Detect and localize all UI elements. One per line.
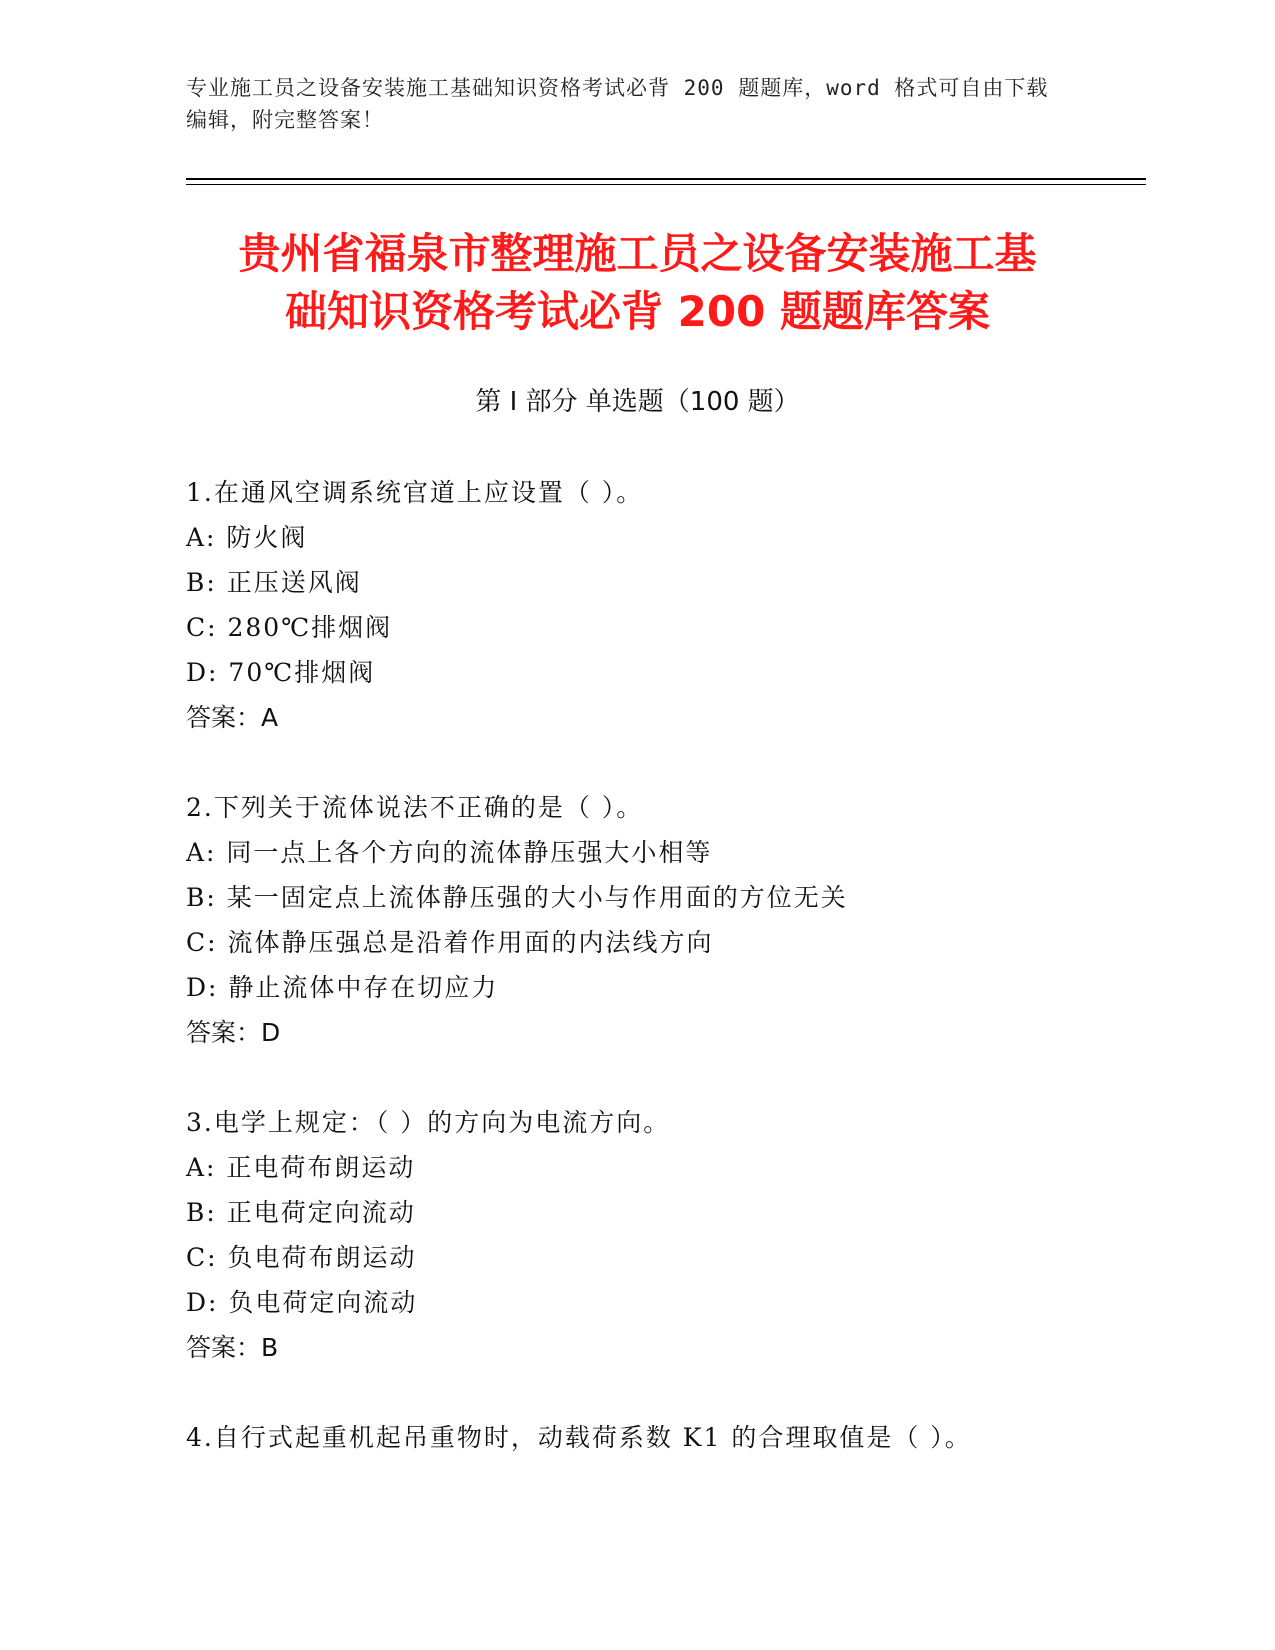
option-d: D: 负电荷定向流动 (186, 1288, 418, 1317)
question-stem: 1.在通风空调系统官道上应设置（ ）。 (186, 478, 644, 507)
option-a: A: 正电荷布朗运动 (186, 1153, 416, 1182)
option-d: D: 70℃排烟阀 (186, 658, 376, 687)
option-b: B: 某一固定点上流体静压强的大小与作用面的方位无关 (186, 883, 848, 912)
option-b: B: 正压送风阀 (186, 568, 362, 597)
question-stem: 3.电学上规定：（ ）的方向为电流方向。 (186, 1108, 671, 1137)
option-c: C: 流体静压强总是沿着作用面的内法线方向 (186, 928, 714, 957)
section-title: 第 I 部分 单选题（100 题） (475, 387, 800, 417)
option-c: C: 负电荷布朗运动 (186, 1243, 417, 1272)
question-3 (186, 1100, 1146, 1370)
question-2 (186, 785, 1146, 1055)
option-d: D: 静止流体中存在切应力 (186, 973, 499, 1002)
answer: 答案：D (186, 1018, 281, 1047)
header-divider-thin (186, 184, 1146, 185)
option-b: B: 正电荷定向流动 (186, 1198, 416, 1227)
question-stem: 4.自行式起重机起吊重物时，动载荷系数 K1 的合理取值是（ ）。 (186, 1423, 972, 1452)
question-list (186, 470, 1146, 1505)
answer: 答案：B (186, 1333, 279, 1362)
option-a: A: 同一点上各个方向的流体静压强大小相等 (186, 838, 713, 867)
question-4 (186, 1415, 1146, 1460)
document-title-line-1: 贵州省福泉市整理施工员之设备安装施工基 (238, 229, 1037, 278)
header-divider (186, 178, 1146, 180)
question-stem: 2.下列关于流体说法不正确的是（ ）。 (186, 793, 644, 822)
header-note: 专业施工员之设备安装施工基础知识资格考试必背 200 题题库，word 格式可自由下载编辑，附完整答案！ (186, 76, 1049, 132)
option-c: C: 280℃排烟阀 (186, 613, 393, 642)
document-title (120, 225, 1155, 341)
document-title-line-2: 础知识资格考试必背 200 题题库答案 (285, 287, 990, 336)
question-1 (186, 470, 1146, 740)
option-a: A: 防火阀 (186, 523, 308, 552)
answer: 答案：A (186, 703, 279, 732)
